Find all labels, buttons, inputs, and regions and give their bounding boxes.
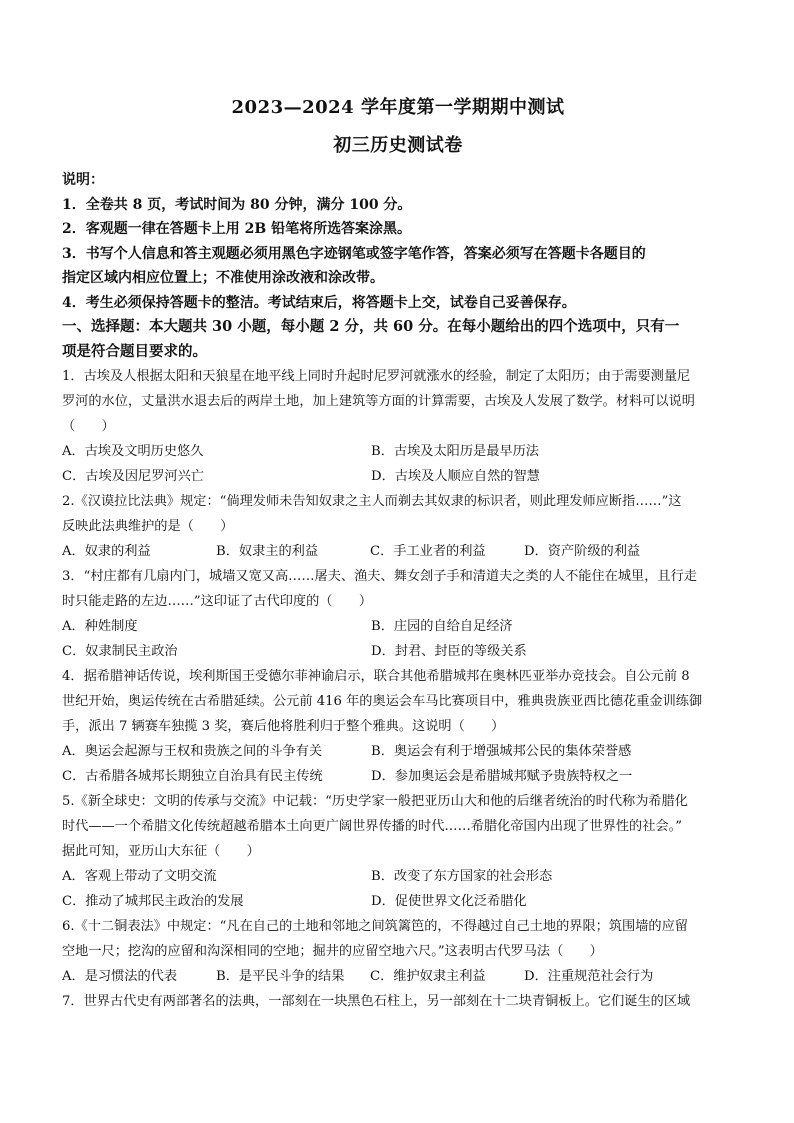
option-a: A．古埃及文明历史悠久: [62, 444, 204, 459]
option-d: D．参加奥运会是希腊城邦赋予贵族特权之一: [371, 769, 633, 784]
option-b: B．奥运会有利于增强城邦公民的集体荣誉感: [371, 744, 632, 759]
question-text: 手，派出 7 辆赛车独揽 3 奖，赛后他将胜利归于整个雅典。这说明（ ）: [62, 719, 505, 734]
option-d: D．促使世界文化泛希腊化: [371, 894, 527, 909]
question-text: 6.《十二铜表法》中规定：“凡在自己的土地和邻地之间筑篱笆的，不得越过自己土地的界限；筑围墙的应留: [62, 919, 688, 934]
option-a: A．客观上带动了文明交流: [62, 869, 217, 884]
question-text: 时只能走路的左边……”这印证了古代印度的（ ）: [62, 594, 373, 609]
option-b: B．庄园的自给自足经济: [371, 619, 513, 634]
instruction-item: 1．全卷共 8 页，考试时间为 80 分钟，满分 100 分。: [62, 196, 412, 213]
question-text: 3．“村庄都有几扇内门，城墙又宽又高……屠夫、渔夫、舞女刽子手和清道夫之类的人不能住在城里，且行走: [62, 569, 697, 584]
option-a: A．种姓制度: [62, 619, 138, 634]
question-text: 空地一尺；挖沟的应留和沟深相同的空地；掘井的应留空地六尺。”这表明古代罗马法（ ）: [62, 944, 603, 959]
exam-page: [62, 94, 734, 1014]
question-text: 7．世界古代史有两部著名的法典，一部刻在一块黑色石柱上，另一部刻在十二块青铜板上。它们诞生的区域: [62, 994, 691, 1009]
question-4: [62, 664, 734, 789]
options: [62, 864, 734, 914]
option-c: C．手工业者的利益: [370, 544, 486, 559]
section-heading: 一、选择题：本大题共 30 小题，每小题 2 分，共 60 分。在每小题给出的四个选项中，只有一: [62, 318, 680, 335]
options: [62, 739, 734, 789]
question-5: [62, 789, 734, 914]
options: [62, 439, 734, 489]
question-1: [62, 364, 734, 489]
section-heading-cont: 项是符合题目要求的。: [62, 342, 207, 360]
question-text: 世纪开始，奥运传统在古希腊延续。公元前 416 年的奥运会车马比赛项目中，雅典贵族亚西比德花重金训练御: [62, 694, 703, 709]
option-b: B．是平民斗争的结果: [216, 969, 345, 984]
exam-title: 2023—2024 学年度第一学期期中测试: [231, 97, 565, 118]
question-text: 4．据希腊神话传说，埃利斯国王受德尔菲神谕启示，联合其他希腊城邦在奥林匹亚举办竞技会。自公元前 8: [62, 669, 690, 684]
question-text: （ ）: [62, 419, 115, 434]
exam-subtitle: 初三历史测试卷: [333, 135, 463, 156]
option-b: B．改变了东方国家的社会形态: [371, 869, 553, 884]
option-b: B．古埃及太阳历是最早历法: [371, 444, 539, 459]
question-text: 据此可知，亚历山大东征（ ）: [62, 844, 260, 859]
option-c: C．推动了城邦民主政治的发展: [62, 894, 244, 909]
option-b: B．奴隶主的利益: [216, 544, 319, 559]
option-d: D．古埃及人顺应自然的智慧: [371, 469, 540, 484]
option-c: C．古希腊各城邦长期独立自治具有民主传统: [62, 769, 323, 784]
question-text: 罗河的水位，丈量洪水退去后的两岸土地，加上建筑等方面的计算需要，古埃及人发展了数学。材料可以说明: [62, 394, 695, 409]
question-7: [62, 989, 734, 1014]
question-text: 2.《汉谟拉比法典》规定：“倘理发师未告知奴隶之主人而剃去其奴隶的标识者，则此理发师应断指……”这: [62, 494, 682, 509]
instructions-heading: 说明：: [62, 172, 104, 188]
question-6: [62, 914, 734, 989]
options: [62, 964, 734, 989]
option-c: C．奴隶制民主政治: [62, 644, 178, 659]
option-d: D．注重规范社会行为: [524, 969, 654, 984]
instruction-item: 2．客观题一律在答题卡上用 2B 铅笔将所选答案涂黑。: [62, 221, 412, 237]
question-text: 反映此法典维护的是（ ）: [62, 519, 234, 534]
option-d: D．封君、封臣的等级关系: [371, 644, 527, 659]
instruction-item: 指定区域内相应位置上；不准使用涂改液和涂改带。: [62, 270, 384, 286]
instruction-item: 3．书写个人信息和答主观题必须用黑色字迹钢笔或签字笔作答，答案必须写在答题卡各题目的: [62, 245, 646, 262]
question-3: [62, 564, 734, 664]
question-text: 5.《新全球史：文明的传承与交流》中记载：“历史学家一般把亚历山大和他的后继者统治的时代称为希腊化: [62, 794, 688, 809]
options: [62, 539, 734, 564]
question-text: 1．古埃及人根据太阳和天狼星在地平线上同时升起时尼罗河就涨水的经验，制定了太阳历；由于需要测量尼: [62, 369, 691, 384]
question-text: 时代——一个希腊文化传统超越希腊本土向更广阔世界传播的时代……希腊化帝国内出现了世界性的社会。”: [62, 819, 682, 834]
option-a: A．是习惯法的代表: [62, 969, 178, 984]
option-c: C．维护奴隶主利益: [370, 969, 486, 984]
option-c: C．古埃及因尼罗河兴亡: [62, 469, 204, 484]
instruction-item: 4．考生必须保持答题卡的整洁。考试结束后，将答题卡上交，试卷自己妥善保存。: [62, 294, 576, 311]
option-d: D．资产阶级的利益: [524, 544, 641, 559]
question-2: [62, 489, 734, 564]
options: [62, 614, 734, 664]
option-a: A．奥运会起源与王权和贵族之间的斗争有关: [62, 744, 323, 759]
option-a: A．奴隶的利益: [62, 544, 151, 559]
